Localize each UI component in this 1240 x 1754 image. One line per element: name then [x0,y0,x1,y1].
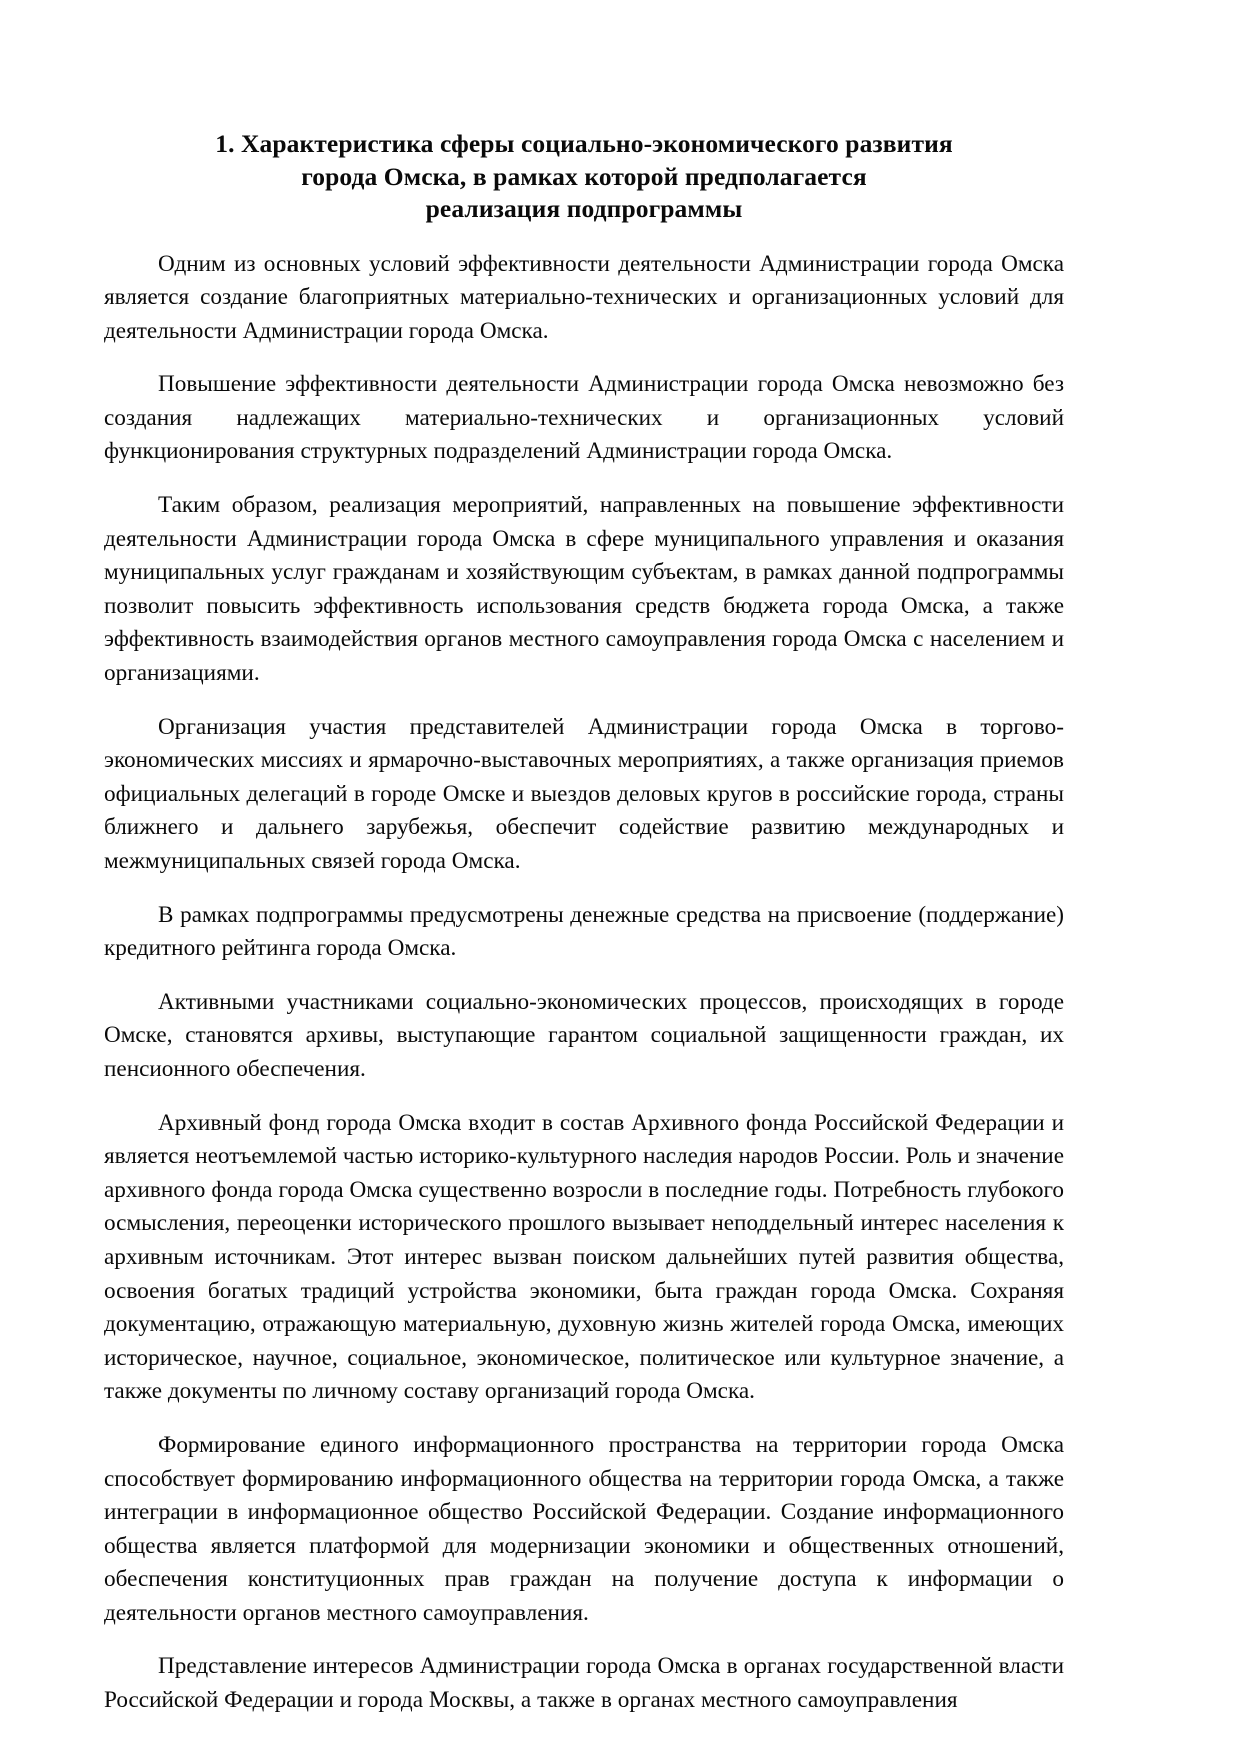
page-title-line-1: 1. Характеристика сферы социально-экономического развития [215,129,953,158]
page-title-line-2: города Омска, в рамках которой предполагается [301,161,867,191]
body-paragraph-4: Организация участия представителей Администрации города Омска в торгово-экономических миссиях и ярмарочно-выставочных мероприятиях, а также организация приемов официальных делегаций в городе Омске и выездов деловых кругов в российские города, страны ближнего и дальнего зарубежья, обеспечит содействие развитию международных и межмуниципальных связей города Омска. [104,713,1064,874]
page-title-line-3: реализация подпрограммы [425,194,743,223]
body-paragraph-6: Активными участниками социально-экономических процессов, происходящих в городе Омске, становятся архивы, выступающие гарантом социальной защищенности граждан, их пенсионного обеспечения. [104,988,1064,1082]
body-paragraph-9: Представление интересов Администрации города Омска в органах государственной власти Российской Федерации и города Москвы, а также в органах местного самоуправления [104,1653,1064,1714]
page-title [104,128,1064,226]
page-content [104,128,1064,1718]
body-paragraph-7: Архивный фонд города Омска входит в состав Архивного фонда Российской Федерации и является неотъемлемой частью историко-культурного наследия народов России. Роль и значение архивного фонда города Омска существенно возросли в последние годы. Потребность глубокого осмысления, переоценки исторического прошлого вызывает неподдельный интерес населения к архивным источникам. Этот интерес вызван поиском дальнейших путей развития общества, освоения богатых традиций устройства экономики, быта граждан города Омска. Сохраняя документацию, отражающую материальную, духовную жизнь жителей города Омска, имеющих историческое, научное, социальное, экономическое, политическое или культурное значение, а также документы по личному составу организаций города Омска. [104,1109,1064,1405]
body-paragraph-5: В рамках подпрограммы предусмотрены денежные средства на присвоение (поддержание) кредитного рейтинга города Омска. [104,901,1064,962]
body-paragraph-2: Повышение эффективности деятельности Администрации города Омска невозможно без создания надлежащих материально-технических и организационных условий функционирования структурных подразделений Администрации города Омска. [104,371,1064,465]
body-paragraph-8: Формирование единого информационного пространства на территории города Омска способствует формированию информационного общества на территории города Омска, а также интеграции в информационное общество Российской Федерации. Создание информационного общества является платформой для модернизации экономики и общественных отношений, обеспечения конституционных прав граждан на получение доступа к информации о деятельности органов местного самоуправления. [104,1431,1064,1626]
body-paragraph-1: Одним из основных условий эффективности деятельности Администрации города Омска является создание благоприятных материально-технических и организационных условий для деятельности Администрации города Омска. [104,250,1064,344]
body-paragraph-3: Таким образом, реализация мероприятий, направленных на повышение эффективности деятельности Администрации города Омска в сфере муниципального управления и оказания муниципальных услуг гражданам и хозяйствующим субъектам, в рамках данной подпрограммы позволит повысить эффективность использования средств бюджета города Омска, а также эффективность взаимодействия органов местного самоуправления города Омска с населением и организациями. [104,492,1064,687]
